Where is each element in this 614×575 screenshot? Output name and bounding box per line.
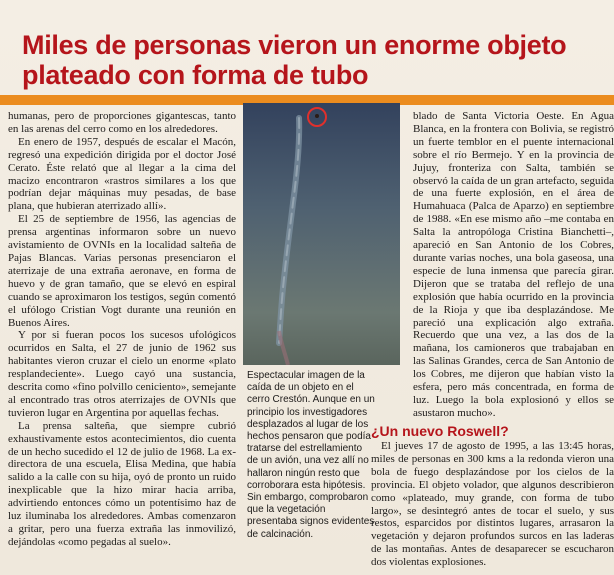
headline: Miles de personas vieron un enorme objeto plateado con forma de tubo: [22, 30, 567, 90]
paragraph: blado de Santa Victoria Oeste. En Agua Blanca, en la frontera con Bolivia, se registró un fuerte temblor en el puente internacional sobre el río Bermejo. Y en la provincia de Jujuy, fronteriza con Salta, también se observó la caída de un gran artefacto, seguida de una fuerte explosión, en el área de Humahuaca (Palca de Aparzo) en septiembre de 1988. «En ese mismo año –me contaba en Salta la antropóloga Cristina Bianchetti–, apareció en San Antonio de los Cobres, durante varias noches, una bola gaseosa, una especie de luna inmensa que parecía girar. Dijeron que se trataba del reflejo de una explosión que había ocurrido en la provincia de la Rioja y que iba desplazándose. Me pareció una explicación algo extraña. Recuerdo que una vez, a las dos de la mañana, los camioneros que trabajaban en las Salinas Grandes, cerca de San Antonio de los Cobres, me dijeron que habían visto la esfera, pero más concentrada, en forma de luz. Luego la bola explosionó y ellos se asustaron mucho».: [413, 110, 614, 419]
photo-illustration: [243, 103, 400, 365]
column-right-lower: [371, 440, 614, 569]
paragraph: Y por si fueran pocos los sucesos ufológicos ocurridos en Salta, el 27 de junio de 1962 sus habitantes vieron cruzar el cielo un enorme «plato resplandeciente». Luego cayó una sustancia, descrita como «fino polvillo ceniciento», semejante al encontrado tras otros aterrizajes de OVNIs que tuvieron lugar en Argentina por aquellas fechas.: [8, 329, 236, 419]
photo-caption: Espectacular imagen de la caída de un objeto en el cerro Crestón. Aunque en un principio los investigadores desplazados al lugar de los hechos pensaron que podía tratarse del estrellamiento de un avión, una vez allí no hallaron ningún resto que corroborara esta hipótesis. Sin embargo, comprobaron que la vegetación presentaba signos evidentes de calcinación.: [247, 370, 375, 540]
section-subhead: ¿Un nuevo Roswell?: [371, 423, 509, 439]
ufo-photo: [243, 103, 400, 365]
column-left: [8, 110, 236, 549]
paragraph: humanas, pero de proporciones gigantescas, tanto en las arenas del cerro como en los alrededores.: [8, 110, 236, 135]
paragraph: El 25 de septiembre de 1956, las agencias de prensa argentinas informaron sobre un nuevo avistamiento de OVNIs en la localidad salteña de Pajas Blancas. Varias personas presenciaron el aterrizaje de una extraña aeronave, en forma de huevo y de gran tamaño, que se elevó en espiral cuando se aproximaron los testigos, según comentó el ufólogo Cristian Vogt durante una reunión en Buenos Aires.: [8, 213, 236, 329]
paragraph: El jueves 17 de agosto de 1995, a las 13:45 horas, miles de personas en 300 kms a la redonda vieron una bola de fuego desplazándose por los cielos de la provincia. El objeto volador, que algunos describieron como «plateado, muy grande, con forma de tubo largo», se desintegró antes de tocar el suelo, y sus restos, esparcidos por distintos lugares, arrasaron la vegetación y dejaron profundos surcos en las laderas de las montañas. Antes de desaparecer se escucharon dos violentas explosiones.: [371, 440, 614, 569]
paragraph: La prensa salteña, que siempre cubrió exhaustivamente estos acontecimientos, dio cuenta de un hecho sucedido el 12 de julio de 1968. La ex-directora de una escuela, Elisa Medina, que había salido a la calle con su hija, oyó de pronto un ruido inexplicable que la hizo mirar hacia arriba, advirtiendo entonces cómo un potentísimo haz de luz iluminaba los alrededores. Ambas comenzaron a gritar, pero una fuerza extraña las inmovilizó, dejándolas «como pegadas al suelo».: [8, 419, 236, 548]
paragraph: En enero de 1957, después de escalar el Macón, regresó una expedición dirigida por el doctor José Cerato. Éste relató que al llegar a la cima del macizo encontraron «rastros similares a los que podrían dejar máquinas muy pesadas, de base plana, que hubieran aterrizado allí».: [8, 135, 236, 213]
column-right: [413, 110, 614, 420]
